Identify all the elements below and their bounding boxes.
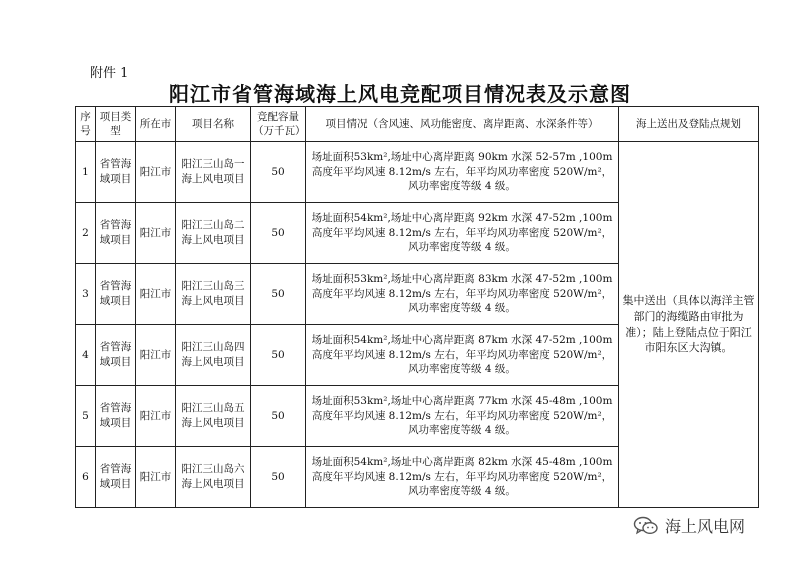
header-city: 所在市 [136, 107, 176, 142]
cell-conditions: 场址面积53km²,场址中心离岸距离 83km 水深 47-52m ,100m 高度年平均风速 8.12m/s 左右，年平均风功率密度 520W/m²，风功率密度等级 4 级。 [306, 264, 619, 325]
cell-conditions: 场址面积54km²,场址中心离岸距离 82km 水深 45-48m ,100m 高度年平均风速 8.12m/s 左右，年平均风功率密度 520W/m²，风功率密度等级 4 级。 [306, 447, 619, 508]
cell-capacity: 50 [251, 386, 306, 447]
header-route: 海上送出及登陆点规划 [619, 107, 759, 142]
cell-capacity: 50 [251, 142, 306, 203]
cell-capacity: 50 [251, 447, 306, 508]
cell-name: 阳江三山岛四海上风电项目 [176, 325, 251, 386]
cell-no: 3 [76, 264, 96, 325]
projects-table [75, 106, 759, 508]
watermark [633, 514, 745, 537]
header-type: 项目类型 [96, 107, 136, 142]
cell-name: 阳江三山岛五海上风电项目 [176, 386, 251, 447]
cell-conditions: 场址面积53km²,场址中心离岸距离 77km 水深 45-48m ,100m 高度年平均风速 8.12m/s 左右，年平均风功率密度 520W/m²，风功率密度等级 4 级。 [306, 386, 619, 447]
header-capacity: 竞配容量（万千瓦） [251, 107, 306, 142]
document-title: 阳江市省管海域海上风电竞配项目情况表及示意图 [169, 82, 631, 106]
cell-name: 阳江三山岛六海上风电项目 [176, 447, 251, 508]
header-no: 序号 [76, 107, 96, 142]
watermark-text: 海上风电网 [665, 517, 746, 536]
cell-type: 省管海域项目 [96, 447, 136, 508]
cell-city: 阳江市 [136, 447, 176, 508]
cell-type: 省管海域项目 [96, 325, 136, 386]
annex-label: 附件 1 [90, 66, 129, 81]
cell-capacity: 50 [251, 203, 306, 264]
header-conditions: 项目情况（含风速、风功能密度、离岸距离、水深条件等） [306, 107, 619, 142]
cell-no: 4 [76, 325, 96, 386]
cell-no: 2 [76, 203, 96, 264]
cell-conditions: 场址面积53km²,场址中心离岸距离 90km 水深 52-57m ,100m 高度年平均风速 8.12m/s 左右，年平均风功率密度 520W/m²，风功率密度等级 4 级。 [306, 142, 619, 203]
header-name: 项目名称 [176, 107, 251, 142]
cell-conditions: 场址面积54km²,场址中心离岸距离 87km 水深 47-52m ,100m 高度年平均风速 8.12m/s 左右，年平均风功率密度 520W/m²，风功率密度等级 4 级。 [306, 325, 619, 386]
cell-type: 省管海域项目 [96, 264, 136, 325]
cell-type: 省管海域项目 [96, 203, 136, 264]
table-header-row [76, 107, 759, 142]
cell-city: 阳江市 [136, 203, 176, 264]
cell-city: 阳江市 [136, 142, 176, 203]
cell-name: 阳江三山岛三海上风电项目 [176, 264, 251, 325]
cell-city: 阳江市 [136, 386, 176, 447]
cell-city: 阳江市 [136, 264, 176, 325]
cell-city: 阳江市 [136, 325, 176, 386]
cell-capacity: 50 [251, 264, 306, 325]
cell-no: 6 [76, 447, 96, 508]
cell-no: 1 [76, 142, 96, 203]
cell-capacity: 50 [251, 325, 306, 386]
cell-name: 阳江三山岛二海上风电项目 [176, 203, 251, 264]
cell-type: 省管海域项目 [96, 386, 136, 447]
table-row [76, 142, 759, 203]
cell-name: 阳江三山岛一海上风电项目 [176, 142, 251, 203]
cell-route-plan: 集中送出（具体以海洋主管部门的海缆路由审批为准）；陆上登陆点位于阳江市阳东区大沟镇。 [619, 142, 759, 508]
cell-type: 省管海域项目 [96, 142, 136, 203]
cell-conditions: 场址面积54km²,场址中心离岸距离 92km 水深 47-52m ,100m 高度年平均风速 8.12m/s 左右，年平均风功率密度 520W/m²，风功率密度等级 4 级。 [306, 203, 619, 264]
wechat-icon [633, 516, 659, 536]
cell-no: 5 [76, 386, 96, 447]
